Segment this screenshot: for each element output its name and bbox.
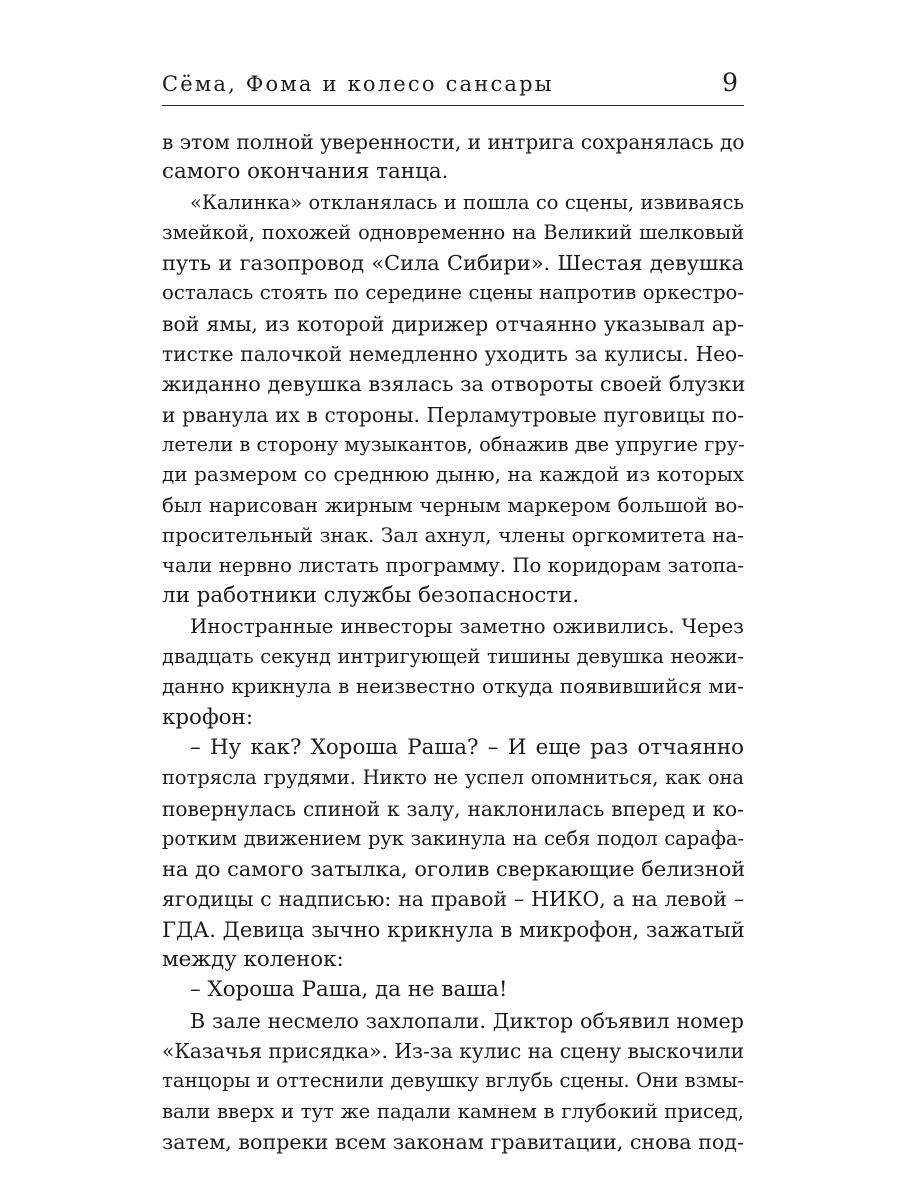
text-line: крофон:: [162, 704, 254, 730]
text-line: ГДА. Девица зычно крикнула в микрофон, зажатый: [162, 916, 745, 942]
text-line: жиданно девушка взялась за отвороты своей блузки: [162, 372, 746, 397]
text-line: на до самого затылка, оголив сверкающие белизной: [162, 857, 746, 882]
running-header: [162, 68, 744, 102]
text-line: ротким движением рук закинула на себя подол сарафа-: [162, 826, 744, 850]
text-line: потрясла грудями. Никто не успел опомниться, как она: [162, 766, 744, 790]
header-rule: [162, 105, 744, 106]
text-line: «Калинка» откланялась и пошла со сцены, извиваясь: [190, 190, 744, 214]
page-number: 9: [722, 68, 738, 97]
text-line: был нарисован жирным черным маркером большой во-: [162, 493, 744, 517]
text-line: В зале несмело захлопали. Диктор объявил номер: [190, 1008, 744, 1033]
text-line: в этом полной уверенности, и интрига сохранялась до: [162, 130, 745, 154]
text-line: между коленок:: [162, 947, 344, 973]
text-line: и рванула их в стороны. Перламутровые пуговицы по-: [162, 402, 744, 427]
text-line: ягодицы с надписью: на правой – НИКО, а на левой –: [162, 887, 744, 912]
text-line: данно крикнула в неизвестно откуда появившийся ми-: [162, 675, 744, 699]
text-line: повернулась спиной к залу, наклонилась вперед и ко-: [162, 796, 744, 821]
text-line: вали вверх и тут же падали камнем в глубокий присед,: [162, 1099, 744, 1123]
text-line: – Хороша Раша, да не ваша!: [190, 977, 508, 1003]
text-line: осталась стоять по середине сцены напротив оркестро-: [162, 281, 744, 305]
text-line: – Ну как? Хороша Раша? – И еще раз отчаянно: [190, 734, 744, 760]
text-line: двадцать секунд интригующей тишины девушка неожи-: [162, 645, 744, 669]
text-line: Иностранные инвесторы заметно оживились. Через: [190, 614, 744, 638]
text-line: танцоры и оттеснили девушку вглубь сцены. Они взмы-: [162, 1069, 744, 1093]
body-text: [162, 127, 744, 1157]
text-line: вой ямы, из которой дирижер отчаянно указывал ар-: [162, 311, 744, 336]
text-line: тистке палочкой немедленно уходить за кулисы. Нео-: [162, 342, 744, 367]
running-title: Сёма, Фома и колесо сансары: [162, 72, 554, 96]
text-line: «Казачья присядка». Из-за кулис на сцену выскочили: [162, 1038, 744, 1063]
text-line: ди размером со среднюю дыню, на каждой из которых: [162, 463, 744, 487]
text-line: путь и газопровод «Сила Сибири». Шестая девушка: [162, 251, 744, 276]
text-line: просительный знак. Зал ахнул, члены оргкомитета на-: [162, 523, 744, 547]
text-line: ли работники службы безопасности.: [162, 583, 580, 609]
text-line: чали нервно листать программу. По коридорам затопа-: [162, 554, 744, 578]
text-line: змейкой, похожей одновременно на Великий шелковый: [162, 220, 744, 244]
text-line: летели в сторону музыкантов, обнажив две упругие гру-: [162, 432, 745, 456]
text-line: затем, вопреки всем законам гравитации, снова под-: [162, 1129, 744, 1154]
text-line: самого окончания танца.: [162, 159, 449, 185]
